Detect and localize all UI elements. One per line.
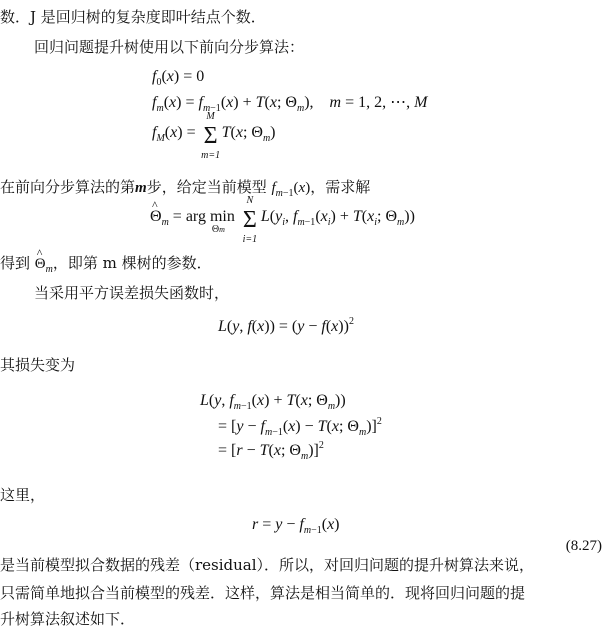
equation-loss-line2: = [$y - f_{m-1}(x) - T(x$; $\Theta_m)]^2$ bbox=[218, 416, 382, 438]
equation-fM: $f_M(x) = \Sigma$ M m=1 T(x; $\Theta_m$) bbox=[152, 111, 276, 161]
text-line-9: 只需简单地拟合当前模型的残差．这样，算法是相当简单的．现将回归问题的提 bbox=[0, 584, 526, 602]
text-line-6: 其损失变为 bbox=[0, 356, 76, 374]
text-line-5: 当采用平方误差损失函数时， bbox=[34, 284, 230, 302]
text-line-10: 升树算法叙述如下． bbox=[0, 610, 136, 628]
text-line-7: 这里， bbox=[0, 486, 46, 504]
text-line-8: 是当前模型拟合数据的残差（residual）．所以，对回归问题的提升树算法来说， bbox=[0, 556, 535, 574]
equation-residual: $r = y - f_{m-1}(x)$ bbox=[252, 516, 340, 536]
equation-argmin: ^ $\Theta_m$ = arg min Θm Σ N i=1 $L(y_i$, $f_{m-1}(x_i) + T(x_i$; $\Theta_m$)) bbox=[150, 208, 415, 232]
text-line-4: 得到 ^ $\Theta_m$，即第 m 棵树的参数． bbox=[0, 252, 212, 275]
text-line-2: 回归问题提升树使用以下前向分步算法： bbox=[34, 38, 305, 56]
text-line-3: 在前向分步算法的第m步，给定当前模型 $f_{m-1}(x)$，需求解 bbox=[0, 178, 371, 199]
equation-squared-loss: L(y, $f(x)) = (y - f(x))^2$ bbox=[218, 316, 354, 335]
equation-loss-line3: = [r − T(x; $\Theta_m)]^2$ bbox=[218, 440, 324, 462]
equation-number: (8.27) bbox=[565, 538, 602, 554]
text-line-1: 数．J 是回归树的复杂度即叶结点个数． bbox=[0, 8, 266, 26]
equation-f0: $f_0(x) = 0$ bbox=[152, 68, 205, 88]
equation-fm: $f_m(x) = f_{m-1}(x) + T(x$; $\Theta_m$), m = 1, 2, ⋯, M bbox=[152, 94, 428, 114]
equation-loss-line1: L(y, $f_{m-1}(x) + T(x$; $\Theta_m$)) bbox=[200, 392, 346, 412]
